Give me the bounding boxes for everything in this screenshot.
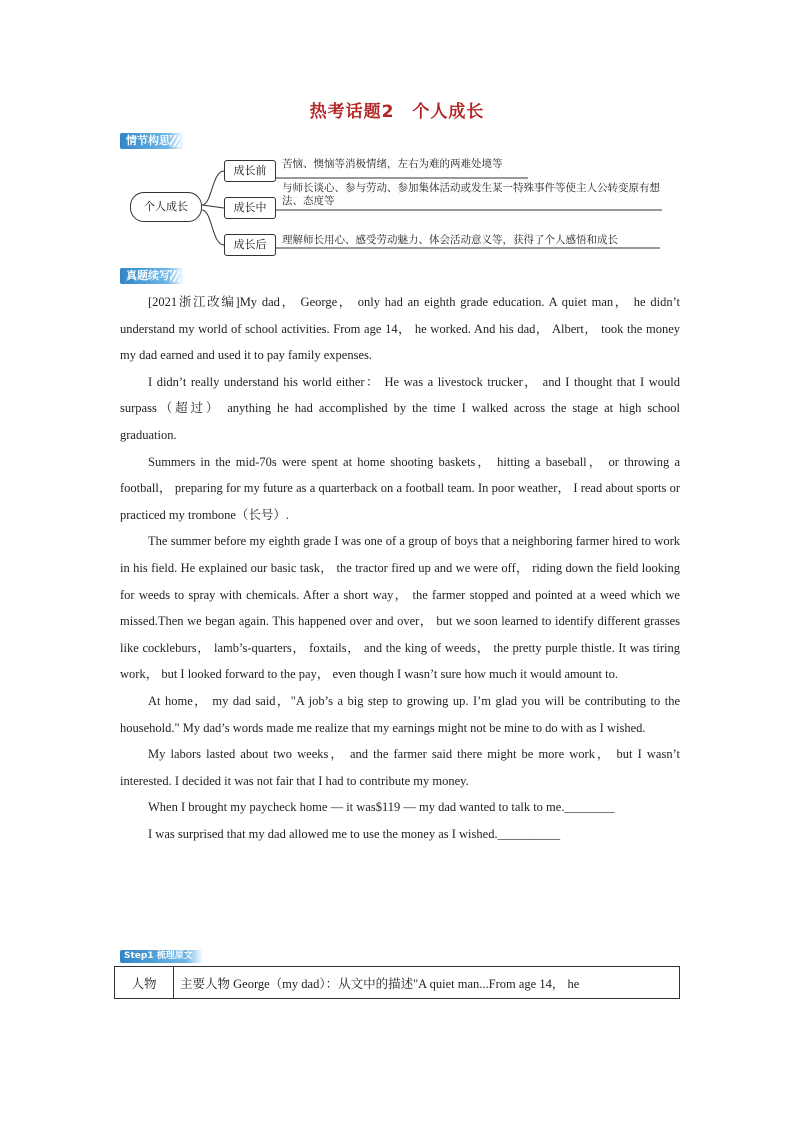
analysis-table: [114, 966, 680, 999]
passage: [120, 289, 680, 847]
paragraph: At home， my dad said，"A job’s a big step to growing up. I’m glad you will be contributing to the household." My dad’s words made me realize that my earnings might not be mine to do with as I wished.: [120, 693, 680, 735]
section-tag-plot: 情节构思: [120, 133, 184, 149]
table-cell-text: 主要人物 George（my dad）：从文中的描述"A quiet man...From age 14， he: [174, 967, 680, 999]
paragraph: I was surprised that my dad allowed me to use the money as I wished.__________: [148, 826, 561, 841]
mindmap-branch-before: 成长前: [224, 160, 276, 182]
paragraph: Summers in the mid-70s were spent at home shooting baskets， hitting a baseball， or throwing a football， preparing for my future as a quarterback on a football team. In poor weather， I read about sports or practiced my trombone（长号）.: [120, 454, 680, 522]
mindmap-branch-during: 成长中: [224, 197, 276, 219]
page-title: 热考话题2 个人成长: [309, 102, 485, 122]
section-tag-step1: Step1 梳理原文: [120, 950, 203, 963]
paragraph: When I brought my paycheck home — it was$119 — my dad wanted to talk to me.________: [148, 800, 615, 815]
paragraph: I didn’t really understand his world either： He was a livestock trucker， and I thought that I would surpass（超过） anything he had accomplished by the time I walked across the stage at high school graduation.: [120, 374, 680, 442]
mindmap-desc-after: 理解师长用心、感受劳动魅力、体会活动意义等，获得了个人感悟和成长: [282, 234, 618, 246]
paragraph: The summer before my eighth grade I was one of a group of boys that a neighboring farmer hired to work in his field. He explained our basic task， the tractor fired up and we were off， riding down the field looking for weeds to spray with chemicals. After a short way， the farmer stopped and pointed at a weed which we missed.Then we began again. This happened over and over， but we soon learned to identify different grasses like cockleburs， lamb’s-quarters， foxtails， and the king of weeds， the pretty purple thistle. It was tiring work， but I looked forward to the pay， even though I wasn’t sure how much it would amount to.: [120, 534, 680, 682]
paragraph: [2021浙江改编]My dad， George， only had an eighth grade education. A quiet man， he didn’t understand my world of school activities. From age 14， he worked. And his dad， Albert， took the money my dad earned and used it to pay family expenses.: [120, 295, 680, 363]
mindmap-branch-after: 成长后: [224, 234, 276, 256]
mindmap-desc-before: 苦恼、懊恼等消极情绪，左右为难的两难处境等: [282, 158, 503, 170]
paragraph: My labors lasted about two weeks， and the farmer said there might be more work， but I wasn’t interested. I decided it was not fair that I had to contribute my money.: [120, 747, 680, 788]
mindmap-desc-during: 与师长谈心、参与劳动、参加集体活动或发生某一特殊事件等使主人公转变原有想法、态度等: [282, 182, 660, 207]
mindmap: [120, 150, 680, 260]
section-tag-reading: 真题续写: [120, 268, 184, 284]
mindmap-root: 个人成长: [130, 192, 202, 222]
table-cell-head: 人物: [115, 967, 174, 999]
table-row: [115, 967, 680, 999]
